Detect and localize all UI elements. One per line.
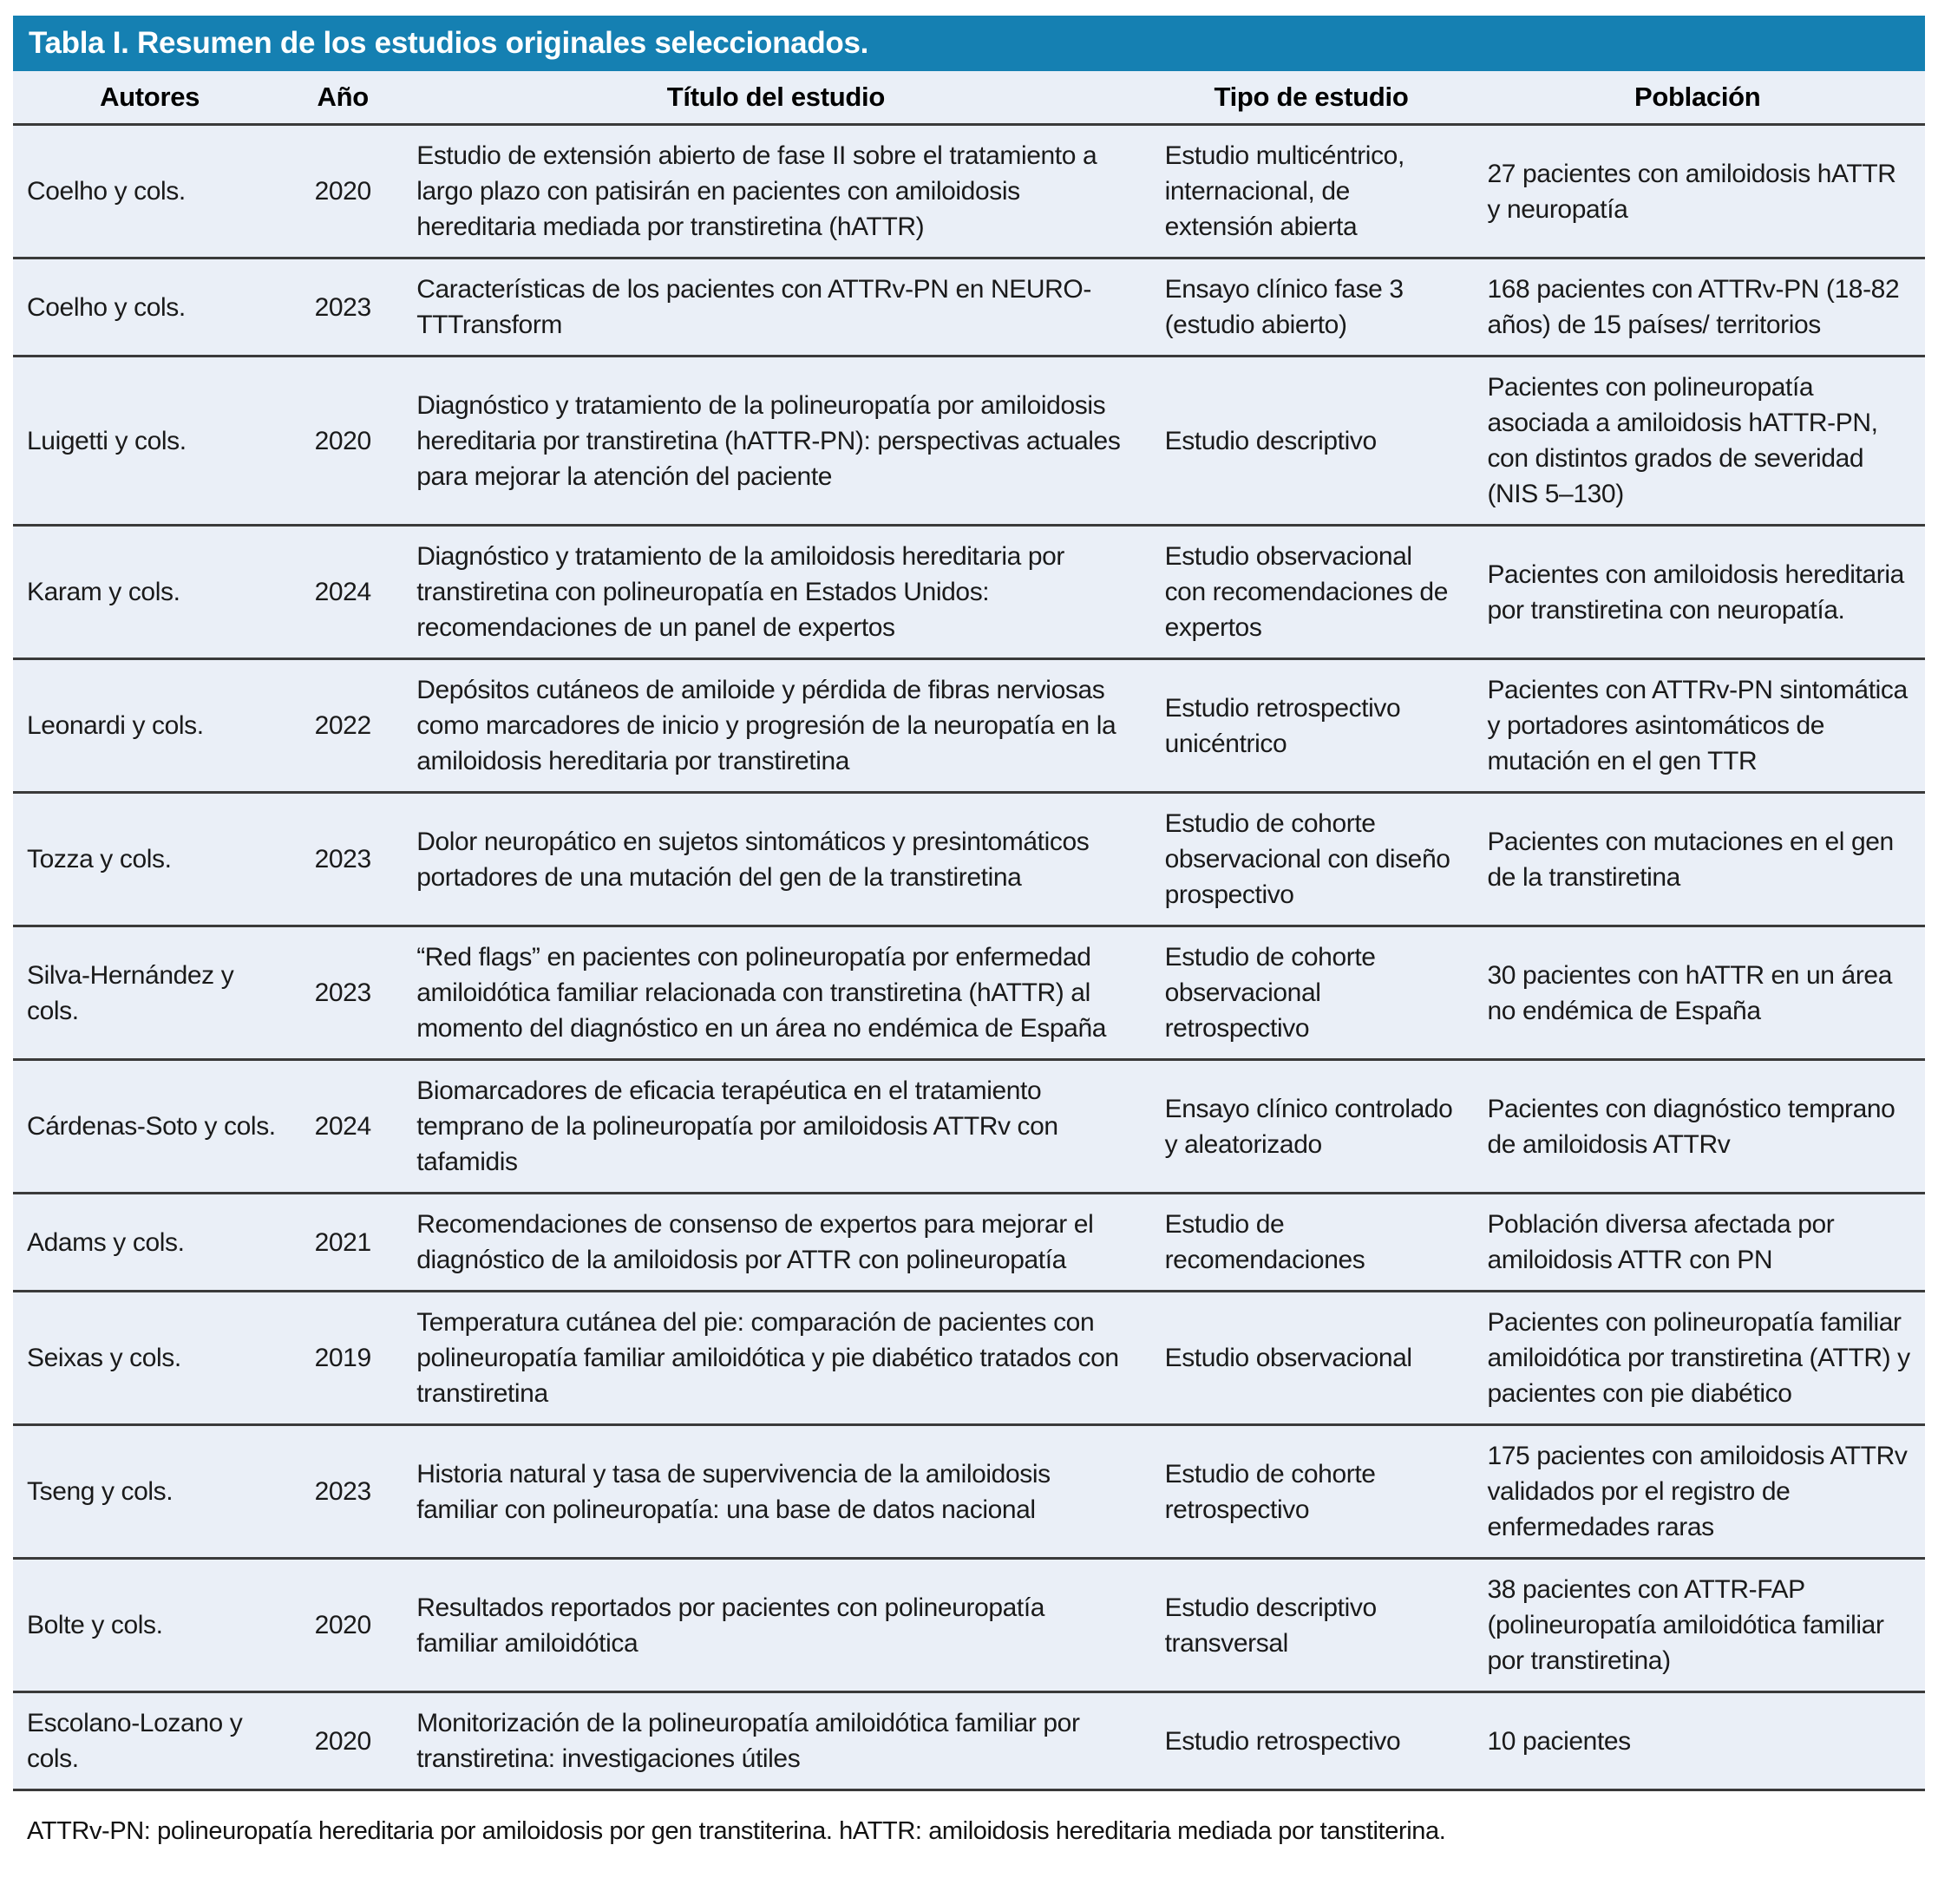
cell-poblacion: Pacientes con mutaciones en el gen de la transtiretina xyxy=(1470,793,1925,926)
cell-poblacion: 38 pacientes con ATTR-FAP (polineuropatía amiloidótica familiar por transtiretina) xyxy=(1470,1559,1925,1692)
cell-ano: 2023 xyxy=(286,926,399,1060)
cell-poblacion: Población diversa afectada por amiloidosis ATTR con PN xyxy=(1470,1194,1925,1292)
cell-tipo: Estudio de cohorte retrospectivo xyxy=(1153,1425,1470,1559)
cell-tipo: Estudio retrospectivo unicéntrico xyxy=(1153,659,1470,793)
cell-tipo: Estudio descriptivo xyxy=(1153,357,1470,526)
cell-titulo: Características de los pacientes con ATTRv-PN en NEURO-TTTransform xyxy=(399,258,1152,357)
cell-autores: Coelho y cols. xyxy=(13,258,286,357)
table-row xyxy=(13,357,1925,526)
cell-tipo: Estudio de cohorte observacional retrospectivo xyxy=(1153,926,1470,1060)
cell-poblacion: 175 pacientes con amiloidosis ATTRv validados por el registro de enfermedades raras xyxy=(1470,1425,1925,1559)
cell-titulo: Monitorización de la polineuropatía amiloidótica familiar por transtiretina: investigaciones útiles xyxy=(399,1692,1152,1790)
cell-poblacion: 10 pacientes xyxy=(1470,1692,1925,1790)
cell-ano: 2020 xyxy=(286,125,399,258)
cell-titulo: Estudio de extensión abierto de fase II sobre el tratamiento a largo plazo con patisirán en pacientes con amiloidosis hereditaria mediada por transtiretina (hATTR) xyxy=(399,125,1152,258)
cell-titulo: Historia natural y tasa de supervivencia de la amiloidosis familiar con polineuropatía: una base de datos nacional xyxy=(399,1425,1152,1559)
cell-tipo: Estudio observacional xyxy=(1153,1292,1470,1425)
table-body xyxy=(13,125,1925,1790)
cell-autores: Cárdenas-Soto y cols. xyxy=(13,1060,286,1194)
cell-tipo: Estudio retrospectivo xyxy=(1153,1692,1470,1790)
cell-ano: 2022 xyxy=(286,659,399,793)
table-header-row xyxy=(13,71,1925,125)
cell-poblacion: 168 pacientes con ATTRv-PN (18-82 años) de 15 países/ territorios xyxy=(1470,258,1925,357)
cell-titulo: Diagnóstico y tratamiento de la polineuropatía por amiloidosis hereditaria por transtiretina (hATTR-PN): perspectivas actuales para mejorar la atención del paciente xyxy=(399,357,1152,526)
cell-ano: 2020 xyxy=(286,1692,399,1790)
column-header-tipo: Tipo de estudio xyxy=(1153,71,1470,125)
cell-ano: 2023 xyxy=(286,258,399,357)
cell-autores: Luigetti y cols. xyxy=(13,357,286,526)
cell-poblacion: Pacientes con diagnóstico temprano de amiloidosis ATTRv xyxy=(1470,1060,1925,1194)
table-row xyxy=(13,659,1925,793)
column-header-poblacion: Población xyxy=(1470,71,1925,125)
cell-autores: Tseng y cols. xyxy=(13,1425,286,1559)
cell-autores: Seixas y cols. xyxy=(13,1292,286,1425)
table-row xyxy=(13,1060,1925,1194)
table-row xyxy=(13,926,1925,1060)
cell-titulo: Diagnóstico y tratamiento de la amiloidosis hereditaria por transtiretina con polineuropatía en Estados Unidos: recomendaciones de un panel de expertos xyxy=(399,526,1152,659)
cell-ano: 2020 xyxy=(286,357,399,526)
table-row xyxy=(13,1559,1925,1692)
table-row xyxy=(13,1194,1925,1292)
table-row xyxy=(13,125,1925,258)
cell-titulo: Recomendaciones de consenso de expertos para mejorar el diagnóstico de la amiloidosis por ATTR con polineuropatía xyxy=(399,1194,1152,1292)
cell-titulo: Temperatura cutánea del pie: comparación de pacientes con polineuropatía familiar amiloidótica y pie diabético tratados con transtiretina xyxy=(399,1292,1152,1425)
cell-titulo: “Red flags” en pacientes con polineuropatía por enfermedad amiloidótica familiar relacionada con transtiretina (hATTR) al momento del diagnóstico en un área no endémica de España xyxy=(399,926,1152,1060)
cell-autores: Escolano-Lozano y cols. xyxy=(13,1692,286,1790)
cell-titulo: Biomarcadores de eficacia terapéutica en el tratamiento temprano de la polineuropatía por amiloidosis ATTRv con tafamidis xyxy=(399,1060,1152,1194)
cell-ano: 2023 xyxy=(286,793,399,926)
cell-titulo: Resultados reportados por pacientes con polineuropatía familiar amiloidótica xyxy=(399,1559,1152,1692)
cell-autores: Silva-Hernández y cols. xyxy=(13,926,286,1060)
table-row xyxy=(13,793,1925,926)
cell-poblacion: 30 pacientes con hATTR en un área no endémica de España xyxy=(1470,926,1925,1060)
column-header-titulo: Título del estudio xyxy=(399,71,1152,125)
cell-tipo: Ensayo clínico fase 3 (estudio abierto) xyxy=(1153,258,1470,357)
table-title: Tabla I. Resumen de los estudios originales seleccionados. xyxy=(29,26,869,60)
table-row xyxy=(13,258,1925,357)
cell-autores: Adams y cols. xyxy=(13,1194,286,1292)
cell-tipo: Estudio multicéntrico, internacional, de extensión abierta xyxy=(1153,125,1470,258)
cell-autores: Karam y cols. xyxy=(13,526,286,659)
table-title-bar xyxy=(13,16,1925,71)
cell-tipo: Ensayo clínico controlado y aleatorizado xyxy=(1153,1060,1470,1194)
cell-poblacion: Pacientes con amiloidosis hereditaria por transtiretina con neuropatía. xyxy=(1470,526,1925,659)
cell-titulo: Dolor neuropático en sujetos sintomáticos y presintomáticos portadores de una mutación del gen de la transtiretina xyxy=(399,793,1152,926)
cell-poblacion: Pacientes con polineuropatía asociada a amiloidosis hATTR-PN, con distintos grados de severidad (NIS 5–130) xyxy=(1470,357,1925,526)
cell-ano: 2019 xyxy=(286,1292,399,1425)
cell-autores: Tozza y cols. xyxy=(13,793,286,926)
cell-tipo: Estudio observacional con recomendaciones de expertos xyxy=(1153,526,1470,659)
cell-poblacion: Pacientes con ATTRv-PN sintomática y portadores asintomáticos de mutación en el gen TTR xyxy=(1470,659,1925,793)
cell-ano: 2024 xyxy=(286,526,399,659)
table-row xyxy=(13,526,1925,659)
studies-table xyxy=(13,71,1925,1791)
cell-ano: 2021 xyxy=(286,1194,399,1292)
cell-titulo: Depósitos cutáneos de amiloide y pérdida de fibras nerviosas como marcadores de inicio y progresión de la neuropatía en la amiloidosis hereditaria por transtiretina xyxy=(399,659,1152,793)
table-row xyxy=(13,1692,1925,1790)
cell-autores: Leonardi y cols. xyxy=(13,659,286,793)
cell-poblacion: Pacientes con polineuropatía familiar amiloidótica por transtiretina (ATTR) y pacientes con pie diabético xyxy=(1470,1292,1925,1425)
table-row xyxy=(13,1425,1925,1559)
cell-tipo: Estudio de recomendaciones xyxy=(1153,1194,1470,1292)
cell-autores: Bolte y cols. xyxy=(13,1559,286,1692)
cell-tipo: Estudio descriptivo transversal xyxy=(1153,1559,1470,1692)
column-header-autores: Autores xyxy=(13,71,286,125)
column-header-ano: Año xyxy=(286,71,399,125)
table-row xyxy=(13,1292,1925,1425)
cell-ano: 2020 xyxy=(286,1559,399,1692)
cell-poblacion: 27 pacientes con amiloidosis hATTR y neuropatía xyxy=(1470,125,1925,258)
cell-autores: Coelho y cols. xyxy=(13,125,286,258)
table-footnote: ATTRv-PN: polineuropatía hereditaria por amiloidosis por gen transtiterina. hATTR: amiloidosis hereditaria mediada por tanstiterina. xyxy=(27,1817,1446,1845)
cell-tipo: Estudio de cohorte observacional con diseño prospectivo xyxy=(1153,793,1470,926)
cell-ano: 2023 xyxy=(286,1425,399,1559)
cell-ano: 2024 xyxy=(286,1060,399,1194)
